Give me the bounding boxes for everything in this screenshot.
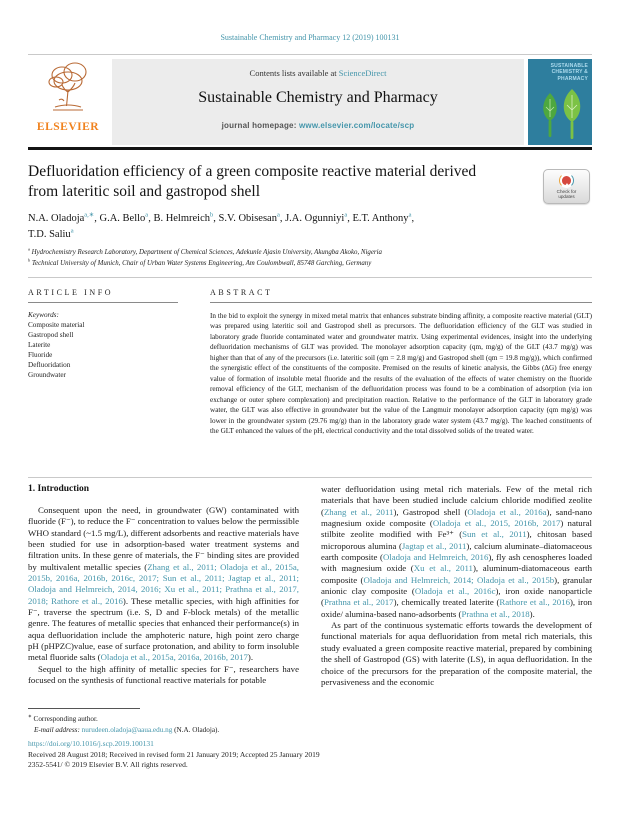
info-abstract-section (28, 288, 592, 436)
keyword-item: Groundwater (28, 371, 66, 379)
journal-masthead (28, 59, 592, 145)
homepage-label: journal homepage: (221, 121, 297, 130)
received-dates-line: Received 28 August 2018; Received in revised form 21 January 2019; Accepted 25 January 2019 (28, 749, 320, 759)
body-left-column (28, 484, 299, 688)
text-link[interactable]: Oladoja et al., 2015a, 2016a, 2016b, 2017 (100, 652, 248, 663)
text-link[interactable]: a (70, 227, 74, 235)
text-segment: ), iron oxide/ alumina-based nano-adsorbents ( (321, 597, 592, 619)
article-footer (28, 739, 573, 771)
text-link[interactable]: Zhang et al., 2011; Oladoja et al., 2015a, 2015b, 2016a, 2016b, 2016c, 2017; Sun et al., 2011; Jagtap et al., 2011; Oladoja and Helmreich, 2014, 2016; Xu et al., 2011; Prathna et al., 2017, 2018; Rathore et al., 2016 (28, 561, 299, 606)
abstract-text: In the bid to exploit the synergy in mixed metal matrix that enhances substrate binding affinity, a composite reactive material (GLT) was prepared using lateritic soil and Gastropod shell as precursors. The defluoridation efficiency of the GLT was studied in laboratory grade fluoride contaminated water and groundwater matrix. Using experimental evidences, insight into the underlying defluoridation mechanisms of GLT was provided. The monolayer adsorption capacity (qm, mg/g) of the GLT (43.7 mg/g) was higher than that of any of the precursors (i.e. lateritic soil (qm = 2.8 mg/g) and Gastropod shell (qm = 19.8 mg/g)), which confirmed the synergistic effect of the constituents of the composite. Premised on the results of kinetic analysis, the Gibbs (ΔG) free energy value of formation of insoluble metal fluoride and the results of the evaluation of the effects of water chemistry on the fluoride removal efficiency of the GLT, mechanism of the defluoridation process was found to be a combination of adsorption (via ion exchange or outer sphere complexation) and precipitation reaction. Relative to the performance of the GLT in laboratory grade water, the GLT was also effective in groundwater but the value of the Langmuir monolayer adsorption capacity (qm mg/g) was lower in the groundwater system (29.76 mg/g) than in the laboratory grade water system (43.7 mg/g). The leached constituents of the GLT enhanced the values of the pH, electrical conductivity and the total dissolved solids of the treated water. (210, 312, 592, 435)
text-segment: ) natural stilbite zeolite modified with Fe³⁺ ( (321, 518, 592, 540)
text-segment: , S.V. Obisesan (213, 213, 277, 224)
text-segment: ), chitosan based microporous alumina ( (321, 529, 593, 551)
keyword-item: Gastropod shell (28, 331, 74, 339)
text-segment: ), granular anionic clay composite ( (321, 574, 592, 597)
author-list (28, 211, 573, 244)
text-link[interactable]: Oladoja and Helmreich, 2014; Oladoja et al., 2015b (363, 574, 555, 585)
text-link[interactable]: Oladoja and Helmreich, 2016 (382, 552, 489, 563)
contents-prefix: Contents lists available at (249, 68, 337, 78)
text-segment: Sequel to the high affinity of metallic species for F⁻, researchers have focused on the synthesis of functional reactive materials for potable (28, 663, 299, 686)
text-segment: ). These metallic species, with high affinities for F⁻, traverse the spectrum (i.e. S, D and F-block metals) of the metallic genre. The features of metallic species that enhanced their performance(s) in aqua defluoridation include the amphoteric nature, high point zero charge pH (pHPZC)value, ease of surface protonation, and ability to form insoluble metal fluoride salts ( (28, 595, 299, 663)
text-link[interactable]: Oladoja et al., 2016c (414, 586, 496, 597)
text-segment: (N.A. Oladoja). (172, 725, 220, 734)
text-segment: a (28, 246, 30, 252)
abstract-rule (210, 302, 592, 303)
author-line-1 (28, 211, 573, 227)
corresponding-author-note (28, 714, 573, 725)
elsevier-logo[interactable] (28, 59, 108, 145)
body-right-column (321, 484, 592, 688)
affiliation-a (28, 247, 573, 258)
footnote-rule (28, 708, 140, 709)
intro-left-paragraphs (28, 505, 299, 687)
text-segment: As part of the continuous systematic efforts towards the development of functional materials for aqua defluoridation from metal rich materials, this study evaluated a green composite reactive material, prepared by combining the shell of Gastropod (GS) with laterite (LS), in aqua defluoridation. In the choice of the precursors for the preparation of the composite material, the pervasiveness and the economic (321, 620, 592, 687)
text-segment: ), aluminum-diatomaceous earth composite ( (321, 563, 592, 585)
article-info-heading: ARTICLE INFO (28, 288, 114, 297)
text-link[interactable]: Xu et al., 2011 (413, 563, 473, 574)
text-segment: ), iron oxide nanoparticle ( (321, 586, 592, 608)
journal-homepage-line (112, 121, 524, 130)
doi-link[interactable]: https://doi.org/10.1016/j.scp.2019.100131 (28, 739, 154, 748)
masthead-rule (28, 147, 592, 150)
text-link[interactable]: a (276, 211, 280, 219)
keywords-list (28, 320, 178, 380)
footnote-block (28, 714, 573, 736)
journal-citation-header[interactable]: Sustainable Chemistry and Pharmacy 12 (2019) 100131 (220, 33, 400, 42)
text-segment: ). (247, 652, 254, 663)
text-link[interactable]: b (210, 211, 214, 219)
journal-title: Sustainable Chemistry and Pharmacy (198, 89, 438, 106)
text-segment: , B. Helmreich (148, 213, 211, 224)
article-body (28, 484, 592, 688)
text-segment: Technical University of Munich, Chair of Urban Water Systems Engineering, Am Coulombwall, 85748 Garching, Germany (30, 260, 372, 268)
text-link[interactable]: a,∗ (84, 211, 95, 219)
issn-copyright-line: 2352-5541/ © 2019 Elsevier B.V. All rights reserved. (28, 760, 188, 770)
text-segment: , J.A. Ogunniyi (279, 213, 345, 224)
section-heading-introduction: 1. Introduction (28, 484, 90, 494)
paragraph (321, 620, 592, 688)
text-segment: Hydrochemistry Research Laboratory, Department of Chemical Sciences, Adekunle Ajasin University, Akungba Akoko, Nigeria (29, 249, 382, 256)
text-link[interactable]: a (408, 211, 412, 219)
affiliations (28, 247, 573, 269)
journal-cover-title: SUSTAINABLE CHEMISTRY & PHARMACY (550, 63, 588, 82)
contents-line (112, 68, 524, 78)
abstract-column (210, 288, 592, 436)
abstract-heading: ABSTRACT (210, 288, 273, 297)
text-segment: ), sand-nano magnesium oxide composite ( (321, 506, 593, 529)
text-link[interactable]: a (344, 211, 348, 219)
section-divider (28, 277, 592, 278)
article-info-rule (28, 302, 178, 303)
text-link[interactable]: Oladoja et al., 2015, 2016b, 2017 (432, 518, 561, 529)
paragraph (28, 664, 299, 687)
keyword-item: Defluoridation (28, 361, 71, 369)
paragraph (321, 484, 592, 620)
article-title: Defluoridation efficiency of a green composite reactive material derived from lateritic soil and gastropod shell (28, 163, 477, 201)
text-segment: ∗ (28, 713, 32, 719)
text-segment: T.D. Saliu (28, 229, 71, 241)
check-for-updates-badge[interactable] (543, 169, 590, 204)
text-link[interactable]: Oladoja et al., 2016a (467, 506, 547, 517)
paragraph (28, 505, 299, 664)
journal-homepage-link[interactable]: www.elsevier.com/locate/scp (299, 121, 415, 130)
elsevier-tree-icon (42, 59, 94, 120)
text-segment: E-mail address: (34, 725, 82, 734)
keywords-label: Keywords: (28, 311, 59, 319)
text-segment: , (411, 213, 415, 224)
text-segment: , G.A. Bello (94, 213, 146, 224)
sciencedirect-link[interactable]: ScienceDirect (338, 68, 387, 78)
text-segment: Corresponding author. (31, 715, 98, 723)
check-badge-label: Check for updates (556, 189, 577, 200)
journal-cover-thumbnail[interactable] (528, 59, 592, 145)
email-line (28, 725, 573, 736)
text-segment: ). (529, 608, 535, 619)
text-link[interactable]: Jagtap et al., 2011 (401, 540, 467, 551)
text-link[interactable]: Prathna et al., 2018 (461, 608, 530, 619)
text-segment: ), calcium aluminate–diatomaceous earth composite ( (321, 540, 592, 563)
article-info-column (28, 288, 178, 436)
crossmark-icon (559, 173, 574, 188)
keyword-item: Laterite (28, 341, 51, 349)
keyword-item: Composite material (28, 321, 85, 329)
keyword-item: Fluoride (28, 351, 53, 359)
text-segment: Consequent upon the need, in groundwater (GW) contaminated with fluoride (F⁻), to reduce the F⁻ concentration to values below the permissible WHO standard (~1.5 mg/L), different adsorbents and reactive materials have been studied for use in adsorption-based water treatment systems and filtration units. In these genre of materials, the F⁻ binding sites are provided by multivalent metallic species ( (28, 505, 299, 572)
text-link[interactable]: Prathna et al., 2017 (323, 597, 394, 608)
elsevier-wordmark: ELSEVIER (36, 121, 100, 133)
abstract-bottom-divider (28, 477, 592, 478)
text-segment: ), Gastropod shell ( (393, 506, 468, 517)
text-segment: N.A. Oladoja (28, 213, 85, 224)
text-segment: ), fly ash cenospheres loaded with magnesium oxide ( (321, 552, 592, 574)
text-link[interactable]: Rathore et al., 2016 (499, 597, 570, 608)
text-link[interactable]: Sun et al., 2011 (462, 529, 527, 540)
header-divider (28, 54, 592, 55)
affiliation-b (28, 258, 573, 269)
text-link[interactable]: Zhang et al., 2011 (323, 506, 394, 517)
intro-right-paragraphs (321, 484, 592, 688)
text-segment: ), chemically treated laterite ( (393, 597, 500, 608)
journal-header-box (112, 59, 524, 145)
author-line-2 (28, 227, 573, 243)
text-segment: , E.T. Anthony (347, 213, 409, 224)
text-segment: b (28, 257, 31, 263)
text-link[interactable]: nurudeen.oladoja@aaua.edu.ng (81, 725, 173, 734)
text-link[interactable]: a (145, 211, 149, 219)
text-segment: water defluoridation using metal rich materials. Few of the metal rich materials that have been studied include calcium chloride modified zeolite ( (321, 484, 592, 517)
